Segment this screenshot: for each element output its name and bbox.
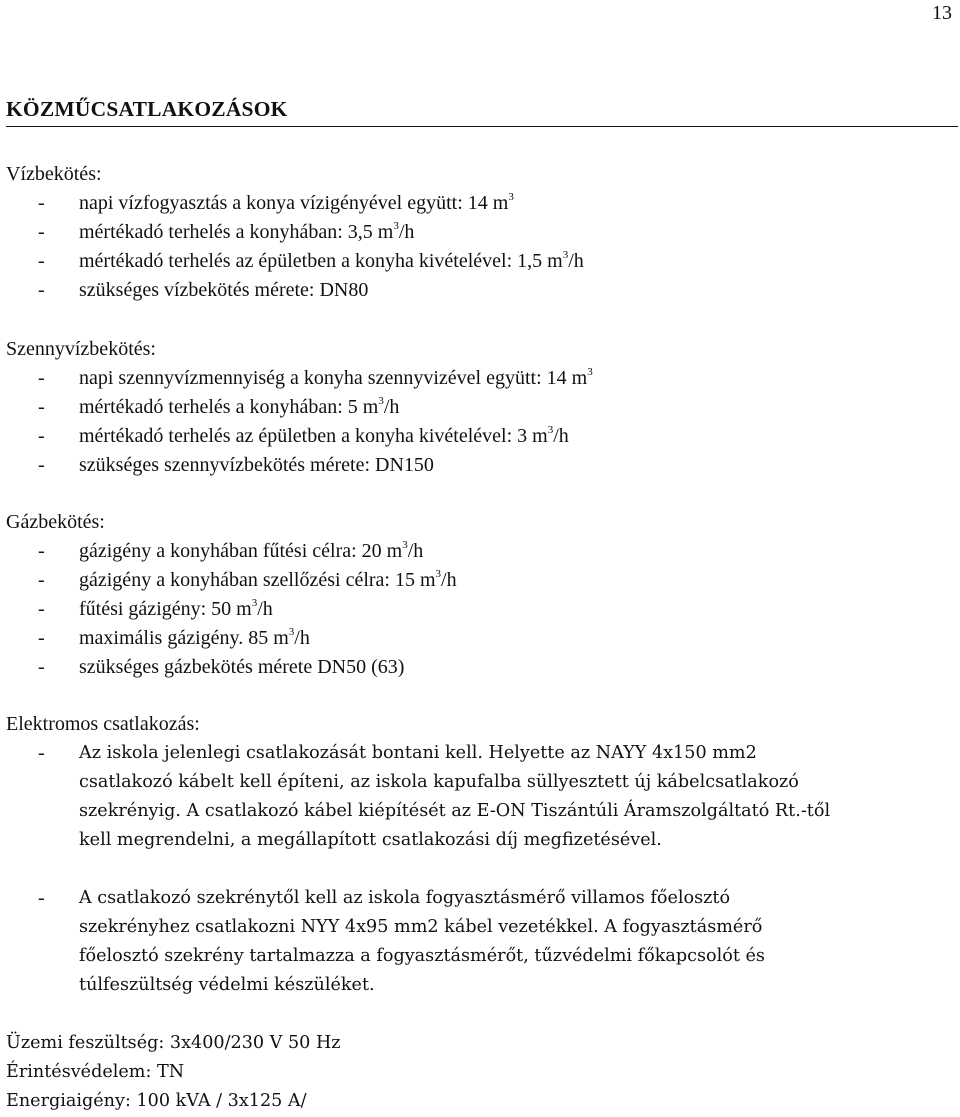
- list-dash: -: [38, 425, 45, 447]
- list-item: - mértékadó terhelés az épületben a konyha kivételével: 1,5 $m^3/h$: [6, 247, 952, 276]
- list-item: - mértékadó terhelés az épületben a konyha kivételével: 3 $m^3/h$: [6, 422, 952, 451]
- paragraph-line: A csatlakozó szekrénytől kell az iskola fogyasztásmérő villamos főelosztó: [79, 888, 731, 908]
- list-item: [6, 739, 952, 855]
- electric-section: [6, 710, 952, 1000]
- gas-section: [6, 508, 952, 682]
- list-dash: -: [38, 598, 45, 620]
- energy-demand: Energiaigény: 100 kVA / 3x125 A/: [6, 1091, 307, 1111]
- list-dash: -: [38, 396, 45, 418]
- list-item: - gázigény a konyhában fűtési célra: 20 $m^3/h$: [6, 537, 952, 566]
- list-item: - mértékadó terhelés a konyhában: 5 $m^3/h$: [6, 393, 952, 422]
- list-dash: -: [38, 656, 45, 678]
- water-heading: Vízbekötés:: [6, 163, 102, 185]
- list-dash: -: [38, 540, 45, 562]
- list-item: - maximális gázigény. 85 $m^3/h$: [6, 624, 952, 653]
- paragraph-line: kell megrendelni, a megállapított csatlakozási díj megfizetésével.: [79, 830, 662, 850]
- list-dash: -: [38, 250, 45, 272]
- list-item: - mértékadó terhelés a konyhában: 3,5 $m^3/h$: [6, 218, 952, 247]
- list-dash: -: [38, 569, 45, 591]
- sewage-heading: Szennyvízbekötés:: [6, 338, 156, 360]
- paragraph-line: főelosztó szekrény tartalmazza a fogyasztásmérőt, tűzvédelmi főkapcsolót és: [79, 946, 765, 966]
- list-dash: -: [38, 367, 45, 389]
- electric-heading: Elektromos csatlakozás:: [6, 713, 200, 735]
- water-section: [6, 160, 952, 305]
- gas-heading: Gázbekötés:: [6, 511, 105, 533]
- page-number: 13: [932, 2, 952, 24]
- list-dash: -: [38, 627, 45, 649]
- paragraph-line: csatlakozó kábelt kell építeni, az iskola kapufalba süllyesztett új kábelcsatlakozó: [79, 772, 799, 792]
- sewage-section: [6, 335, 952, 480]
- summary-section: [6, 1029, 952, 1116]
- list-item: - fűtési gázigény: 50 $m^3/h$: [6, 595, 952, 624]
- list-item: - szükséges gázbekötés mérete DN50 (63): [6, 653, 952, 682]
- list-dash: -: [38, 742, 45, 764]
- paragraph-line: Az iskola jelenlegi csatlakozását bontani kell. Helyette az NAYY 4x150 mm2: [79, 743, 757, 763]
- list-item: [6, 884, 952, 1000]
- list-dash: -: [38, 221, 45, 243]
- list-dash: -: [38, 279, 45, 301]
- document-title: KÖZMŰCSATLAKOZÁSOK: [6, 96, 958, 127]
- list-item: - napi vízfogyasztás a konya vízigényével együtt: 14 $m^3$: [6, 189, 952, 218]
- list-dash: -: [38, 887, 45, 909]
- list-dash: -: [38, 454, 45, 476]
- list-item: - szükséges szennyvízbekötés mérete: DN150: [6, 451, 952, 480]
- paragraph-line: szekrényhez csatlakozni NYY 4x95 mm2 kábel vezetékkel. A fogyasztásmérő: [79, 917, 763, 937]
- paragraph-line: túlfeszültség védelmi készüléket.: [79, 975, 375, 995]
- operating-voltage: Üzemi feszültség: 3x400/230 V 50 Hz: [6, 1033, 341, 1053]
- list-item: - napi szennyvízmennyiség a konyha szennyvizével együtt: 14 $m^3$: [6, 364, 952, 393]
- list-dash: -: [38, 192, 45, 214]
- list-item: - szükséges vízbekötés mérete: DN80: [6, 276, 952, 305]
- touch-protection: Érintésvédelem: TN: [6, 1062, 185, 1082]
- list-item: - gázigény a konyhában szellőzési célra: 15 $m^3/h$: [6, 566, 952, 595]
- paragraph-line: szekrényig. A csatlakozó kábel kiépítését az E-ON Tiszántúli Áramszolgáltató Rt.-től: [79, 801, 831, 821]
